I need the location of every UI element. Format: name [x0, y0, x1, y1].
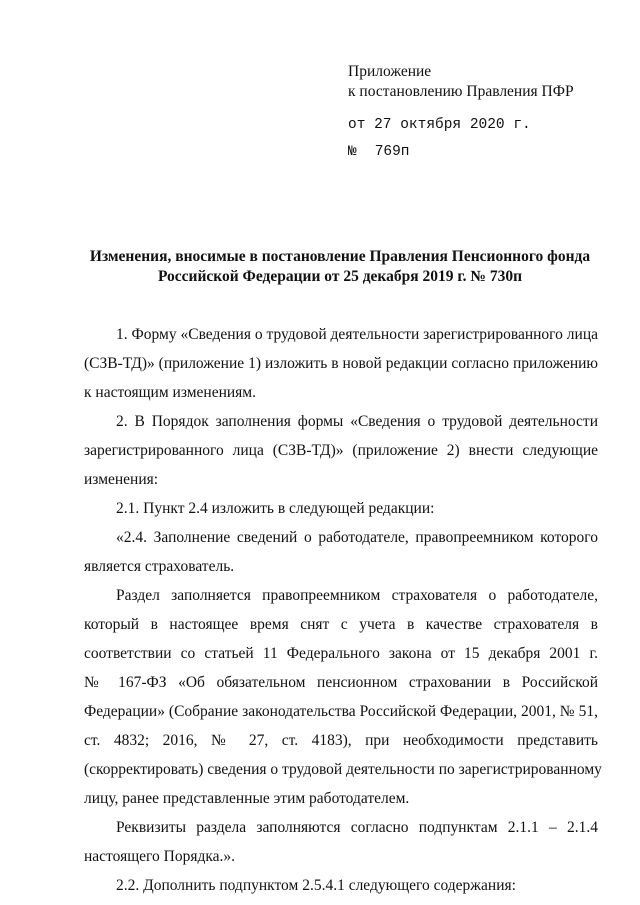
text-line: Реквизиты раздела заполняются согласно подпунктам 2.1.1 – 2.1.4 — [116, 819, 598, 836]
text-line: является страхователь. — [84, 558, 235, 575]
text-line: Раздел заполняется правопреемником страхователя о работодателе, — [116, 587, 598, 604]
text-line: соответствии со статьей 11 Федерального закона от 15 декабря 2001 г. — [84, 645, 598, 662]
text-line: (СЗВ-ТД)» (приложение 1) изложить в новой редакции согласно приложению — [84, 355, 598, 372]
appendix-reference: к постановлению Правления ПФР — [348, 83, 574, 100]
paragraph-2-2 — [84, 871, 598, 900]
text-line: Федерации» (Собрание законодательства Российской Федерации, 2001, № 51, — [84, 703, 598, 720]
resolution-number: 769п — [374, 144, 410, 160]
number-sign: № — [348, 144, 357, 160]
document-heading — [60, 247, 620, 287]
text-line: 2.1. Пункт 2.4 изложить в следующей редакции: — [116, 500, 435, 517]
text-line: 1. Форму «Сведения о трудовой деятельности зарегистрированного лица — [116, 326, 598, 343]
heading-line-2: Российской Федерации от 25 декабря 2019 г. № 730п — [157, 268, 523, 285]
text-line: лицу, ранее представленные этим работодателем. — [84, 790, 410, 807]
appendix-title: Приложение — [348, 63, 432, 80]
paragraph-2-4-quote — [84, 523, 598, 581]
document-body — [84, 320, 602, 900]
text-line: зарегистрированного лица (СЗВ-ТД)» (приложение 2) внести следующие — [84, 442, 598, 459]
resolution-date: от 27 октября 2020 г. — [348, 117, 531, 133]
text-line: который в настоящее время снят с учета в качестве страхователя в — [84, 616, 598, 633]
appendix-note — [348, 62, 574, 102]
text-line: 2.2. Дополнить подпунктом 2.5.4.1 следующего содержания: — [116, 877, 516, 894]
heading-line-1: Изменения, вносимые в постановление Правления Пенсионного фонда — [89, 248, 591, 265]
text-line: ст. 4832; 2016, № 27, ст. 4183), при необходимости представить — [84, 732, 598, 749]
text-line: № 167-ФЗ «Об обязательном пенсионном страховании в Российской — [84, 674, 598, 691]
paragraph-section-description — [84, 581, 602, 813]
text-line: к настоящим изменениям. — [84, 384, 256, 401]
text-line: настоящего Порядка.». — [84, 848, 236, 865]
text-line: изменения: — [84, 471, 159, 488]
paragraph-2 — [84, 407, 598, 494]
resolution-number-line — [348, 144, 410, 160]
text-line: 2. В Порядок заполнения формы «Сведения о трудовой деятельности — [116, 413, 598, 430]
paragraph-2-1 — [84, 494, 598, 523]
paragraph-1 — [84, 320, 598, 407]
text-line: «2.4. Заполнение сведений о работодателе, правопреемником которого — [116, 529, 598, 546]
text-line: (скорректировать) сведения о трудовой деятельности по зарегистрированному — [84, 761, 602, 778]
paragraph-requisites — [84, 813, 598, 871]
